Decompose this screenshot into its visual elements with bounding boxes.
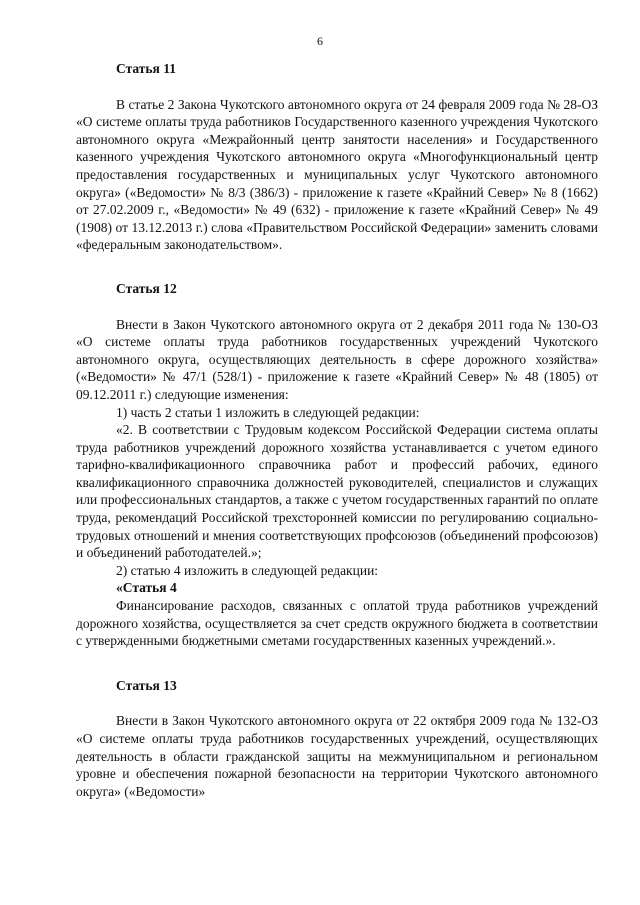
article-11 <box>76 60 598 254</box>
article-11-heading: Статья 11 <box>116 61 176 76</box>
article-13 <box>76 677 598 801</box>
article-12-quote-1: «2. В соответствии с Трудовым кодексом Российской Федерации система оплаты труда работников учреждений дорожного хозяйства устанавливается с учетом единого тарифно-квалификационного справочника работ и профессий рабочих, единого квалификационного справочника должностей руководителей, специалистов и служащих или профессиональных стандартов, а также с учетом государственных гарантий по оплате труда, рекомендаций Российской трехсторонней комиссии по регулированию социально-трудовых отношений и мнения соответствующих профсоюзов (объединений профсоюзов) и объединений работодателей.»; <box>76 422 598 561</box>
article-12-item-2: 2) статью 4 изложить в следующей редакции: <box>116 562 379 578</box>
article-11-paragraph: В статье 2 Закона Чукотского автономного округа от 24 февраля 2009 года № 28-ОЗ «О системе оплаты труда работников Государственного казенного учреждения Чукотского автономного округа «Межрайонный центр занятости населения» и Государственного казенного учреждения Чукотского автономного округа «Многофункциональный центр предоставления государственных и муниципальных услуг Чукотского автономного округа» («Ведомости» № 8/3 (386/3) - приложение к газете «Крайний Север» № 8 (1662) от 27.02.2009 г., «Ведомости» № 49 (632) - приложение к газете «Крайний Север» № 49 (1908) от 13.12.2013 г.) слова «Правительством Российской Федерации» заменить словами «федеральным законодательством». <box>76 96 598 253</box>
article-13-intro: Внести в Закон Чукотского автономного округа от 22 октября 2009 года № 132-ОЗ «О системе оплаты труда работников государственных учреждений, осуществляющих деятельность в области гражданской защиты на межмуниципальном и региональном уровне и обеспечения пожарной безопасности на территории Чукотского автономного округа» («Ведомости» <box>76 713 598 799</box>
spacer <box>76 694 598 712</box>
article-12-quote-heading: «Статья 4 <box>116 580 177 596</box>
article-12-quote-2: Финансирование расходов, связанных с оплатой труда работников учреждений дорожного хозяйства, осуществляется за счет средств окружного бюджета в соответствии с утвержденными бюджетными сметами государственных казенных учреждений.». <box>76 598 598 649</box>
article-12-heading: Статья 12 <box>116 280 177 296</box>
article-12 <box>76 280 598 650</box>
article-12-intro: Внести в Закон Чукотского автономного округа от 2 декабря 2011 года № 130-ОЗ «О системе оплаты труда работников государственных учреждений Чукотского автономного округа, осуществляющих деятельность в сфере дорожного хозяйства» («Ведомости» № 47/1 (528/1) - приложение к газете «Крайний Север» № 48 (1805) от 09.12.2011 г.) следующие изменения: <box>76 316 598 402</box>
article-12-item-1: 1) часть 2 статьи 1 изложить в следующей редакции: <box>116 404 420 420</box>
page-number: 6 <box>317 34 323 48</box>
spacer <box>76 78 598 96</box>
spacer <box>76 298 598 316</box>
document-body <box>76 60 598 800</box>
article-13-heading: Статья 13 <box>116 677 177 693</box>
